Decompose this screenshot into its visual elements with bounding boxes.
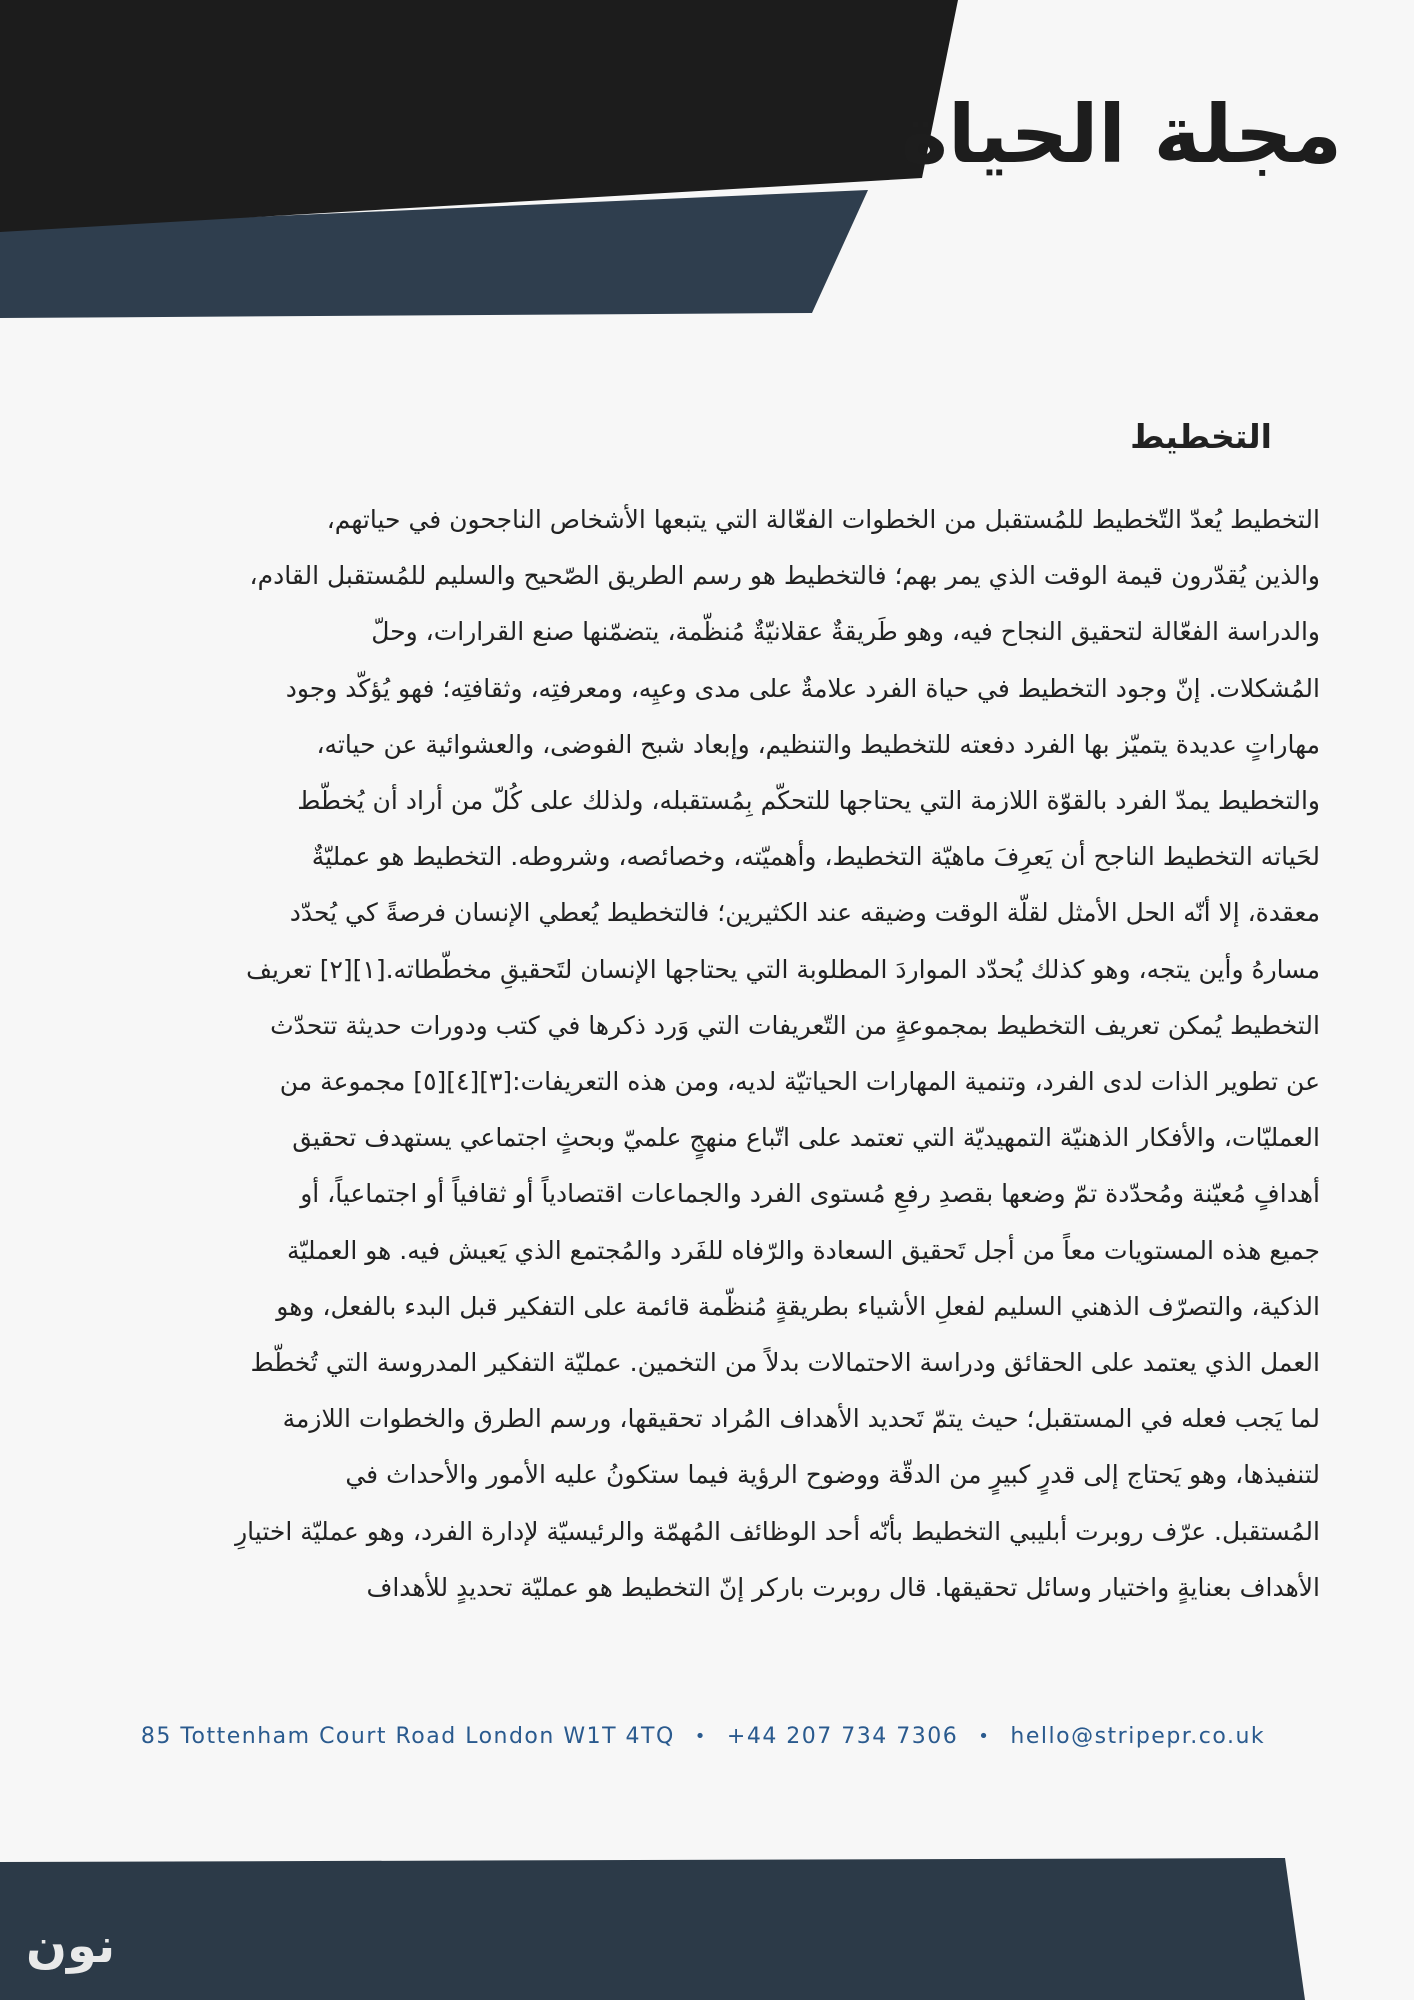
article-body-line: لحَياته التخطيط الناجح أن يَعرِفَ ماهيّة التخطيط، وأهميّته، وخصائصه، وشروطه. التخطيط هو عمليّةٌ <box>311 842 1320 872</box>
contact-phone: +44 207 734 7306 <box>726 1724 959 1749</box>
contact-address: 85 Tottenham Court Road London W1T 4TQ <box>140 1724 675 1749</box>
article-body-line: العمليّات، والأفكار الذهنيّة التمهيديّة التي تعتمد على اتّباع منهجٍ علميّ وبحثٍ اجتماعي يستهدف تحقيق <box>292 1123 1320 1153</box>
article-body-line: والذين يُقدّرون قيمة الوقت الذي يمر بهم؛ فالتخطيط هو رسم الطريق الصّحيح والسليم للمُستقبل القادم، <box>249 561 1320 591</box>
article-body-line: الأهداف بعنايةٍ واختيار وسائل تحقيقها. قال روبرت باركر إنّ التخطيط هو عمليّة تحديدٍ للأهداف <box>366 1572 1320 1602</box>
article-body-line: والتخطيط يمدّ الفرد بالقوّة اللازمة التي يحتاجها للتحكّم بِمُستقبله، ولذلك على كُلّ من أراد أن يُخطّط <box>297 786 1320 816</box>
article-body-line: التخطيط يُمكن تعريف التخطيط بمجموعةٍ من التّعريفات التي وَرد ذكرها في كتب ودورات حديثة تتحدّث <box>270 1010 1320 1040</box>
separator-dot: • <box>694 1726 707 1747</box>
article-body-line: لما يَجب فعله في المستقبل؛ حيث يتمّ تَحديد الأهداف المُراد تحقيقها، ورسم الطرق والخطوات اللازمة <box>282 1404 1320 1434</box>
article-body-line: العمل الذي يعتمد على الحقائق ودراسة الاحتمالات بدلاً من التخمين. عمليّة التفكير المدروسة التي تُخطّط <box>250 1348 1320 1378</box>
article-body-line: عن تطوير الذات لدى الفرد، وتنمية المهارات الحياتيّة لديه، ومن هذه التعريفات:[٣][٤][٥] مجموعة من <box>279 1067 1320 1097</box>
article-body-line: والدراسة الفعّالة لتحقيق النجاح فيه، وهو طَريقةٌ عقلانيّةٌ مُنظّمة، يتضمّنها صنع القرارات، وحلّ <box>371 617 1320 647</box>
magazine-title: مجلة الحياة <box>900 88 1342 181</box>
article-body-line: المُستقبل. عرّف روبرت أبليبي التخطيط بأنّه أحد الوظائف المُهمّة والرئيسيّة لإدارة الفرد، وهو عمليّة اختيارِ <box>235 1516 1320 1546</box>
article-body-line: مسارهُ وأين يتجه، وهو كذلك يُحدّد المواردَ المطلوبة التي يحتاجها الإنسان لتَحقيقِ مخطّطاته.[١][٢] تعريف <box>246 954 1320 984</box>
footer-navy-band <box>0 1858 1305 2000</box>
separator-dot: • <box>978 1726 991 1747</box>
article-body-line: جميع هذه المستويات معاً من أجل تَحقيق السعادة والرّفاه للفَرد والمُجتمع الذي يَعيش فيه. هو العمليّة <box>286 1235 1320 1265</box>
article-body-line: التخطيط يُعدّ التّخطيط للمُستقبل من الخطوات الفعّالة التي يتبعها الأشخاص الناجحون في حياتهم، <box>326 505 1320 534</box>
noon-logo-icon: نون <box>26 1918 116 1974</box>
article-body-line: أهدافٍ مُعيّنة ومُحدّدة تمّ وضعها بقصدِ رفعِ مُستوى الفرد والجماعات اقتصادياً أو ثقافياً أو اجتماعياً، أو <box>300 1179 1320 1209</box>
article-body-line: المُشكلات. إنّ وجود التخطيط في حياة الفرد علامةٌ على مدى وعيِه، ومعرفتِه، وثقافتِه؛ فهو يُؤكّد وجود <box>285 673 1320 703</box>
article-heading: التخطيط <box>1130 417 1272 456</box>
contact-email: hello@stripepr.co.uk <box>1010 1724 1266 1749</box>
article-body-line: معقدة، إلا أنّه الحل الأمثل لقلّة الوقت وضيقه عند الكثيرين؛ فالتخطيط يُعطي الإنسان فرصةً كي يُحدّد <box>289 898 1320 928</box>
article-body-line: مهاراتٍ عديدة يتميّز بها الفرد دفعته للتخطيط والتنظيم، وإبعاد شبح الفوضى، والعشوائية عن حياته، <box>316 729 1320 759</box>
article-body-line: لتنفيذها، وهو يَحتاج إلى قدرٍ كبيرٍ من الدقّة ووضوح الرؤية فيما ستكونُ عليه الأمور والأحداث في <box>345 1460 1320 1490</box>
article-body-line: الذكية، والتصرّف الذهني السليم لفعلِ الأشياء بطريقةٍ مُنظّمة قائمة على التفكير قبل البدء بالفعل، وهو <box>276 1291 1320 1321</box>
